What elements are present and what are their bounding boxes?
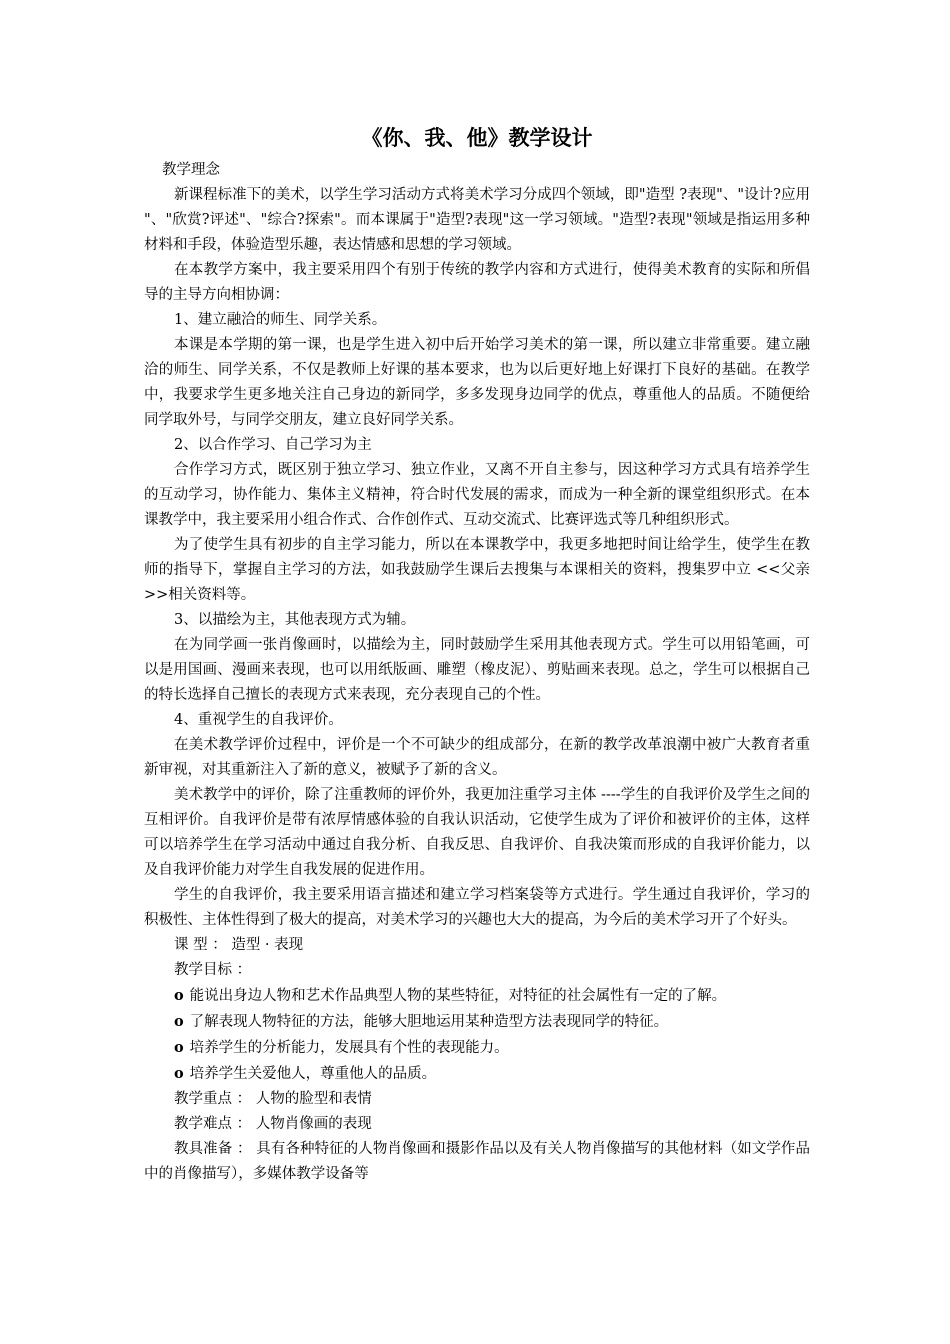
objective-text: 能说出身边人物和艺术作品典型人物的某些特征，对特征的社会属性有一定的了解。 [189,988,727,1004]
objective-text: 了解表现人物特征的方法，能够大胆地运用某种造型方法表现同学的特征。 [189,1014,669,1030]
objective-item [144,1035,810,1061]
bullet-icon: o [174,987,184,1004]
lesson-type: 课 型 ： 造型 · 表现 [174,937,304,953]
paragraph-self-study: 为了使学生具有初步的自主学习能力，所以在本课教学中，我更多地把时间让给学生，使学生在教师的指导下，掌握自主学习的方法，如我鼓励学生课后去搜集与本课相关的资料，搜集罗中立 <<父亲>>相关资料等。 [144,537,810,603]
objective-item [144,1009,810,1035]
section-heading-4: 4、重视学生的自我评价。 [174,712,343,728]
objectives-heading: 教学目标 ： [174,962,252,978]
paragraph-plan: 在本教学方案中，我主要采用四个有别于传统的教学内容和方式进行，使得美术教育的实际和所倡导的主导方向相协调： [144,262,810,303]
difficulty: 教学难点 ： 人物肖像画的表现 [174,1116,372,1132]
section-heading-3: 3、以描绘为主，其他表现方式为辅。 [174,612,416,628]
objective-item [144,1061,810,1087]
bullet-icon: o [174,1013,184,1030]
section-heading-2: 2、以合作学习、自己学习为主 [174,437,372,453]
paragraph-cooperation: 合作学习方式，既区别于独立学习、独立作业，又离不开自主参与，因这种学习方式具有培养学生的互动学习，协作能力、集体主义精神，符合时代发展的需求，而成为一种全新的课堂组织形式。在本课教学中，我主要采用小组合作式、合作创作式、互动交流式、比赛评选式等几种组织形式。 [144,462,810,528]
document-page [144,118,810,1187]
objective-text: 培养学生关爱他人，尊重他人的品质。 [189,1066,437,1082]
paragraph-evaluation: 在美术教学评价过程中，评价是一个不可缺少的组成部分，在新的教学改革浪潮中被广大教育者重新审视，对其重新注入了新的意义，被赋予了新的含义。 [144,737,810,778]
document-title: 《你、我、他》教学设计 [361,125,593,150]
paragraph-methods: 学生的自我评价，我主要采用语言描述和建立学习档案袋等方式进行。学生通过自我评价，学习的积极性、主体性得到了极大的提高，对美术学习的兴趣也大大的提高，为今后的美术学习开了个好头。 [144,887,810,928]
paragraph-self-evaluation: 美术教学中的评价，除了注重教师的评价外，我更加注重学习主体 ----学生的自我评价及学生之间的互相评价。自我评价是带有浓厚情感体验的自我认识活动，它使学生成为了评价和被评价的主体，这样可以培养学生在学习活动中通过自我分析、自我反思、自我评价、自我决策而形成的自我评价能力，以及自我评价能力对学生自我发展的促进作用。 [144,787,810,878]
paragraph-drawing: 在为同学画一张肖像画时，以描绘为主，同时鼓励学生采用其他表现方式。学生可以用铅笔画，可以是用国画、漫画来表现，也可以用纸版画、雕塑（橡皮泥）、剪贴画来表现。总之，学生可以根据自己的特长选择自己擅长的表现方式来表现，充分表现自己的个性。 [144,637,810,703]
paragraph-relations: 本课是本学期的第一课，也是学生进入初中后开始学习美术的第一课，所以建立非常重要。建立融洽的师生、同学关系，不仅是教师上好课的基本要求，也为以后更好地上好课打下良好的基础。在教学中，我要求学生更多地关注自己身边的新同学，多多发现身边同学的优点，尊重他人的品质。不随便给同学取外号，与同学交朋友，建立良好同学关系。 [144,337,810,428]
key-point: 教学重点 ： 人物的脸型和表情 [174,1091,372,1107]
paragraph-intro: 新课程标准下的美术，以学生学习活动方式将美术学习分成四个领域，即"造型 ?表现"、"设计?应用 "、"欣赏?评述"、"综合?探索"。而本课属于"造型?表现"这一学习领域。"造型?表现"领域是指运用多种材料和手段，体验造型乐趣，表达情感和思想的学习领域。 [144,187,810,253]
objective-text: 培养学生的分析能力，发展具有个性的表现能力。 [189,1040,509,1056]
concept-heading: 教学理念 [162,162,220,178]
bullet-icon: o [174,1065,184,1082]
objective-item [144,983,810,1009]
bullet-icon: o [174,1039,184,1056]
section-heading-1: 1、建立融洽的师生、同学关系。 [174,312,387,328]
materials: 教具准备 ： 具有各种特征的人物肖像画和摄影作品以及有关人物肖像描写的其他材料（如文学作品中的肖像描写），多媒体教学设备等 [144,1141,810,1182]
